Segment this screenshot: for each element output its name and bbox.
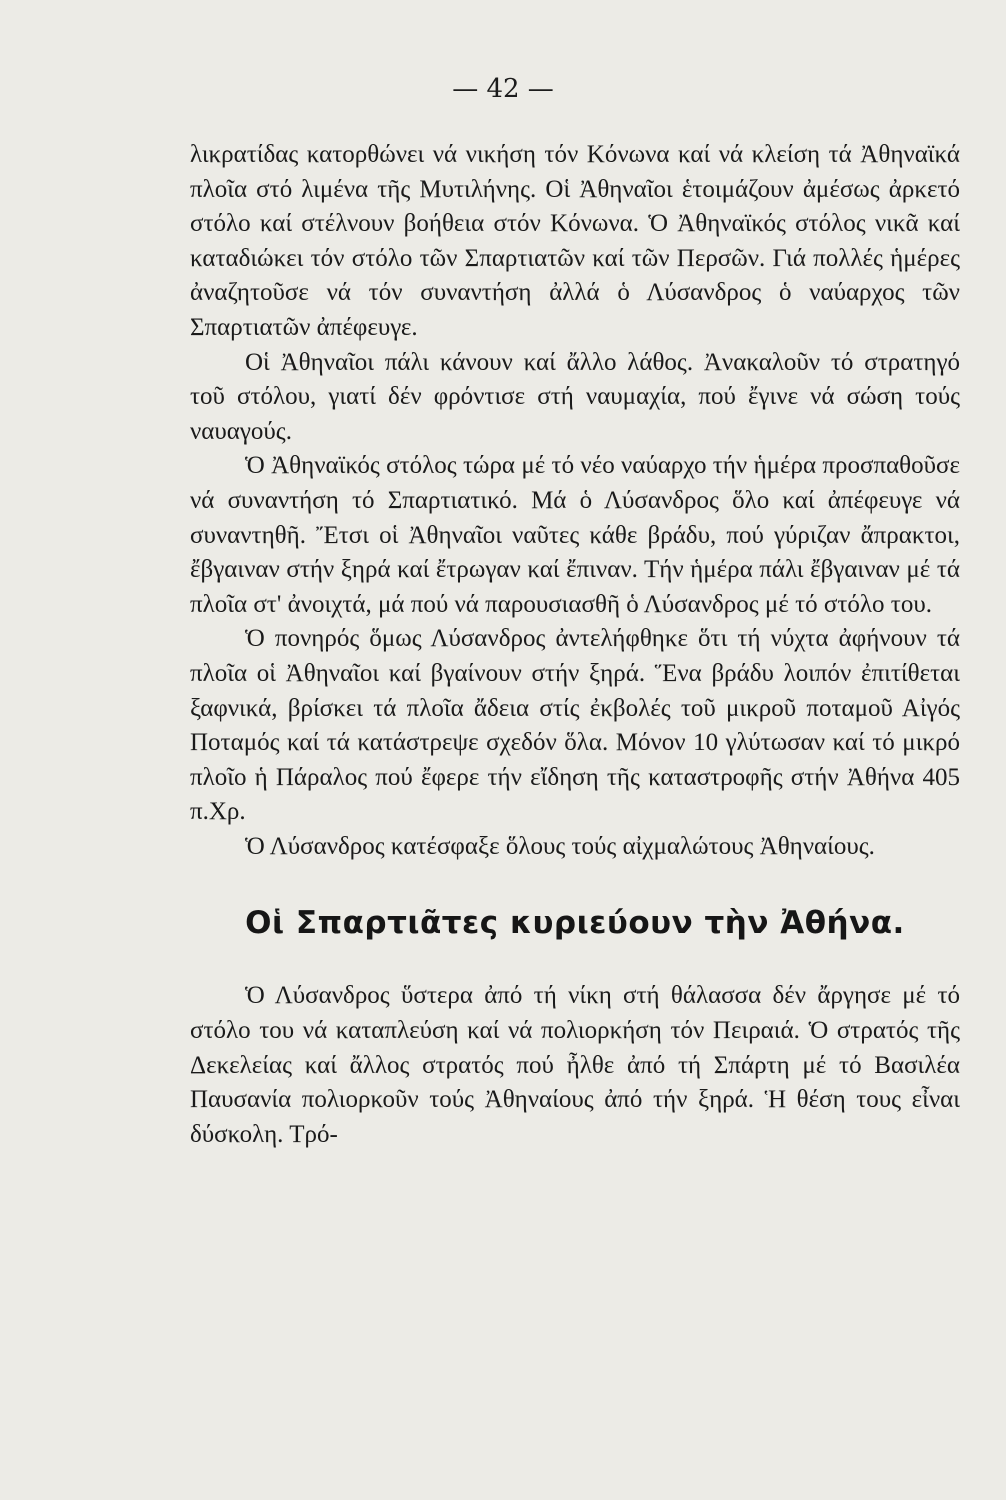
paragraph-3: Ὁ Ἀθηναϊκός στόλος τώρα μέ τό νέο ναύαρχο τήν ἡμέρα προσπαθοῦσε νά συναντήση τό Σπαρτιατικό. Μά ὁ Λύσανδρος ὅλο καί ἀπέφευγε νά συναντηθῆ. Ἔτσι οἱ Ἀθηναῖοι ναῦτες κάθε βράδυ, πού γύριζαν ἄπρακτοι, ἔβγαιναν στήν ξηρά καί ἔτρωγαν καί ἔπιναν. Τήν ἡμέρα πάλι ἔβγαιναν μέ τά πλοῖα στ' ἀνοιχτά, μά πού νά παρουσιασθῆ ὁ Λύσανδρος μέ τό στόλο του. bbox=[190, 452, 960, 618]
paragraph-4: Ὁ πονηρός ὅμως Λύσανδρος ἀντελήφθηκε ὅτι τή νύχτα ἀφήνουν τά πλοῖα οἱ Ἀθηναῖοι καί βγαίνουν στήν ξηρά. Ἕνα βράδυ λοιπόν ἐπιτίθεται ξαφνικά, βρίσκει τά πλοῖα ἄδεια στίς ἐκβολές τοῦ μικροῦ ποταμοῦ Αἰγός Ποταμός καί τά κατάστρεψε σχεδόν ὅλα. Μόνον 10 γλύτωσαν καί τό μικρό πλοῖο ἡ Πάραλος πού ἔφερε τήν εἴδηση τῆς καταστροφῆς στήν Ἀθήνα 405 π.Χρ. bbox=[190, 625, 960, 826]
page-number: — 42 — bbox=[452, 74, 554, 104]
paragraph-1: λικρατίδας κατορθώνει νά νικήση τόν Κόνωνα καί νά κλείση τά Ἀθηναϊκά πλοῖα στό λιμένα τῆς Μυτιλήνης. Οἱ Ἀθηναῖοι ἑτοιμάζουν ἀμέσως ἀρκετό στόλο καί στέλνουν βοήθεια στόν Κόνωνα. Ὁ Ἀθηναϊκός στόλος νικᾶ καί καταδιώκει τόν στόλο τῶν Σπαρτιατῶν καί τῶν Περσῶν. Γιά πολλές ἡμέρες ἀναζητοῦσε νά τόν συναντήση ἀλλά ὁ Λύσανδρος ὁ ναύαρχος τῶν Σπαρτιατῶν ἀπέφευγε. bbox=[190, 141, 960, 341]
page-body bbox=[190, 138, 960, 1152]
paragraph-5: Ὁ Λύσανδρος κατέσφαξε ὅλους τούς αἰχμαλώτους Ἀθηναίους. bbox=[245, 832, 875, 860]
paragraph-6: Ὁ Λύσανδρος ὕστερα ἀπό τή νίκη στή θάλασσα δέν ἄργησε μέ τό στόλο του νά καταπλεύση καί νά πολιορκήση τόν Πειραιά. Ὁ στρατός τῆς Δεκελείας καί ἄλλος στρατός πού ἦλθε ἀπό τή Σπάρτη μέ τό Βασιλέα Παυσανία πολιορκοῦν τούς Ἀθηναίους ἀπό τήν ξηρά. Ἡ θέση τους εἶναι δύσκολη. Τρό- bbox=[190, 982, 960, 1148]
section-heading: Οἱ Σπαρτιᾶτες κυριεύουν τὴν Ἀθήνα. bbox=[245, 905, 905, 942]
paragraph-2: Οἱ Ἀθηναῖοι πάλι κάνουν καί ἄλλο λάθος. Ἀνακαλοῦν τό στρατηγό τοῦ στόλου, γιατί δέν φρόντισε στή ναυμαχία, πού ἔγινε νά σώση τούς ναυαγούς. bbox=[190, 348, 960, 445]
